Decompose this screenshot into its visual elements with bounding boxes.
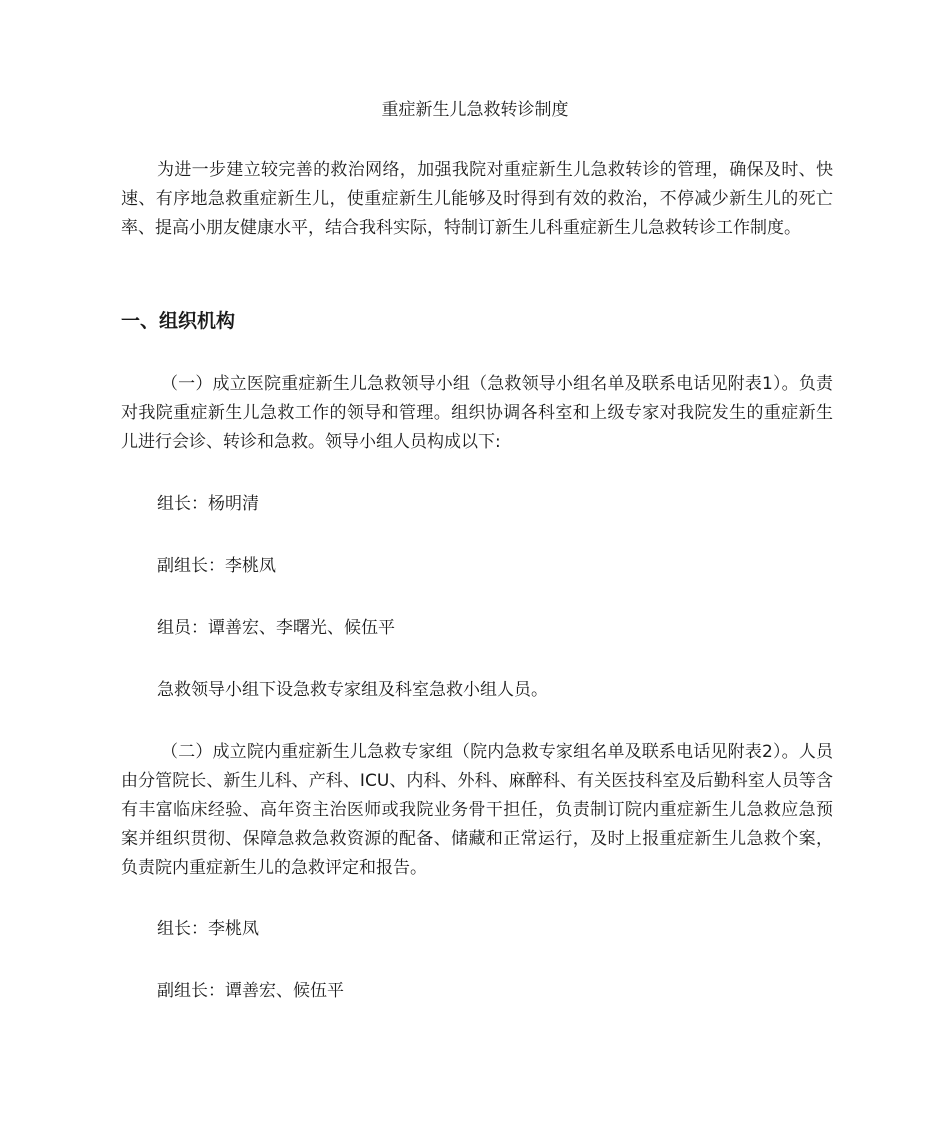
members-line: 组员：谭善宏、李曙光、候伍平 (157, 618, 395, 638)
section-heading: 一、组织机构 (121, 310, 236, 332)
group-leader-line: 组长：杨明清 (157, 494, 259, 514)
intro-paragraph: 为进一步建立较完善的救治网络，加强我院对重症新生儿急救转诊的管理，确保及时、快速、有序地急救重症新生儿，使重症新生儿能够及时得到有效的救治，不停减少新生儿的死亡率、提高小朋友健康水平，结合我科实际，特制订新生儿科重症新生儿急救转诊工作制度。 (121, 160, 833, 238)
part1-paragraph: （一）成立医院重症新生儿急救领导小组（急救领导小组名单及联系电话见附表1）。负责对我院重症新生儿急救工作的领导和管理。组织协调各科室和上级专家对我院发生的重症新生儿进行会诊、转诊和急救。领导小组人员构成以下: (121, 374, 833, 452)
expert-deputy-line: 副组长：谭善宏、候伍平 (157, 981, 344, 1001)
subgroup-note-line: 急救领导小组下设急救专家组及科室急救小组人员。 (157, 680, 548, 700)
document-title: 重症新生儿急救转诊制度 (381, 100, 569, 120)
deputy-leader-line: 副组长：李桃凤 (157, 556, 276, 576)
expert-leader-line: 组长：李桃凤 (157, 919, 259, 939)
part2-paragraph: （二）成立院内重症新生儿急救专家组（院内急救专家组名单及联系电话见附表2）。人员由分管院长、新生儿科、产科、ICU、内科、外科、麻醉科、有关医技科室及后勤科室人员等含有丰富临床经验、高年资主治医师或我院业务骨干担任，负责制订院内重症新生儿急救应急预案并组织贯彻、保障急救急救资源的配备、储藏和正常运行，及时上报重症新生儿急救个案，负责院内重症新生儿的急救评定和报告。 (121, 742, 833, 878)
